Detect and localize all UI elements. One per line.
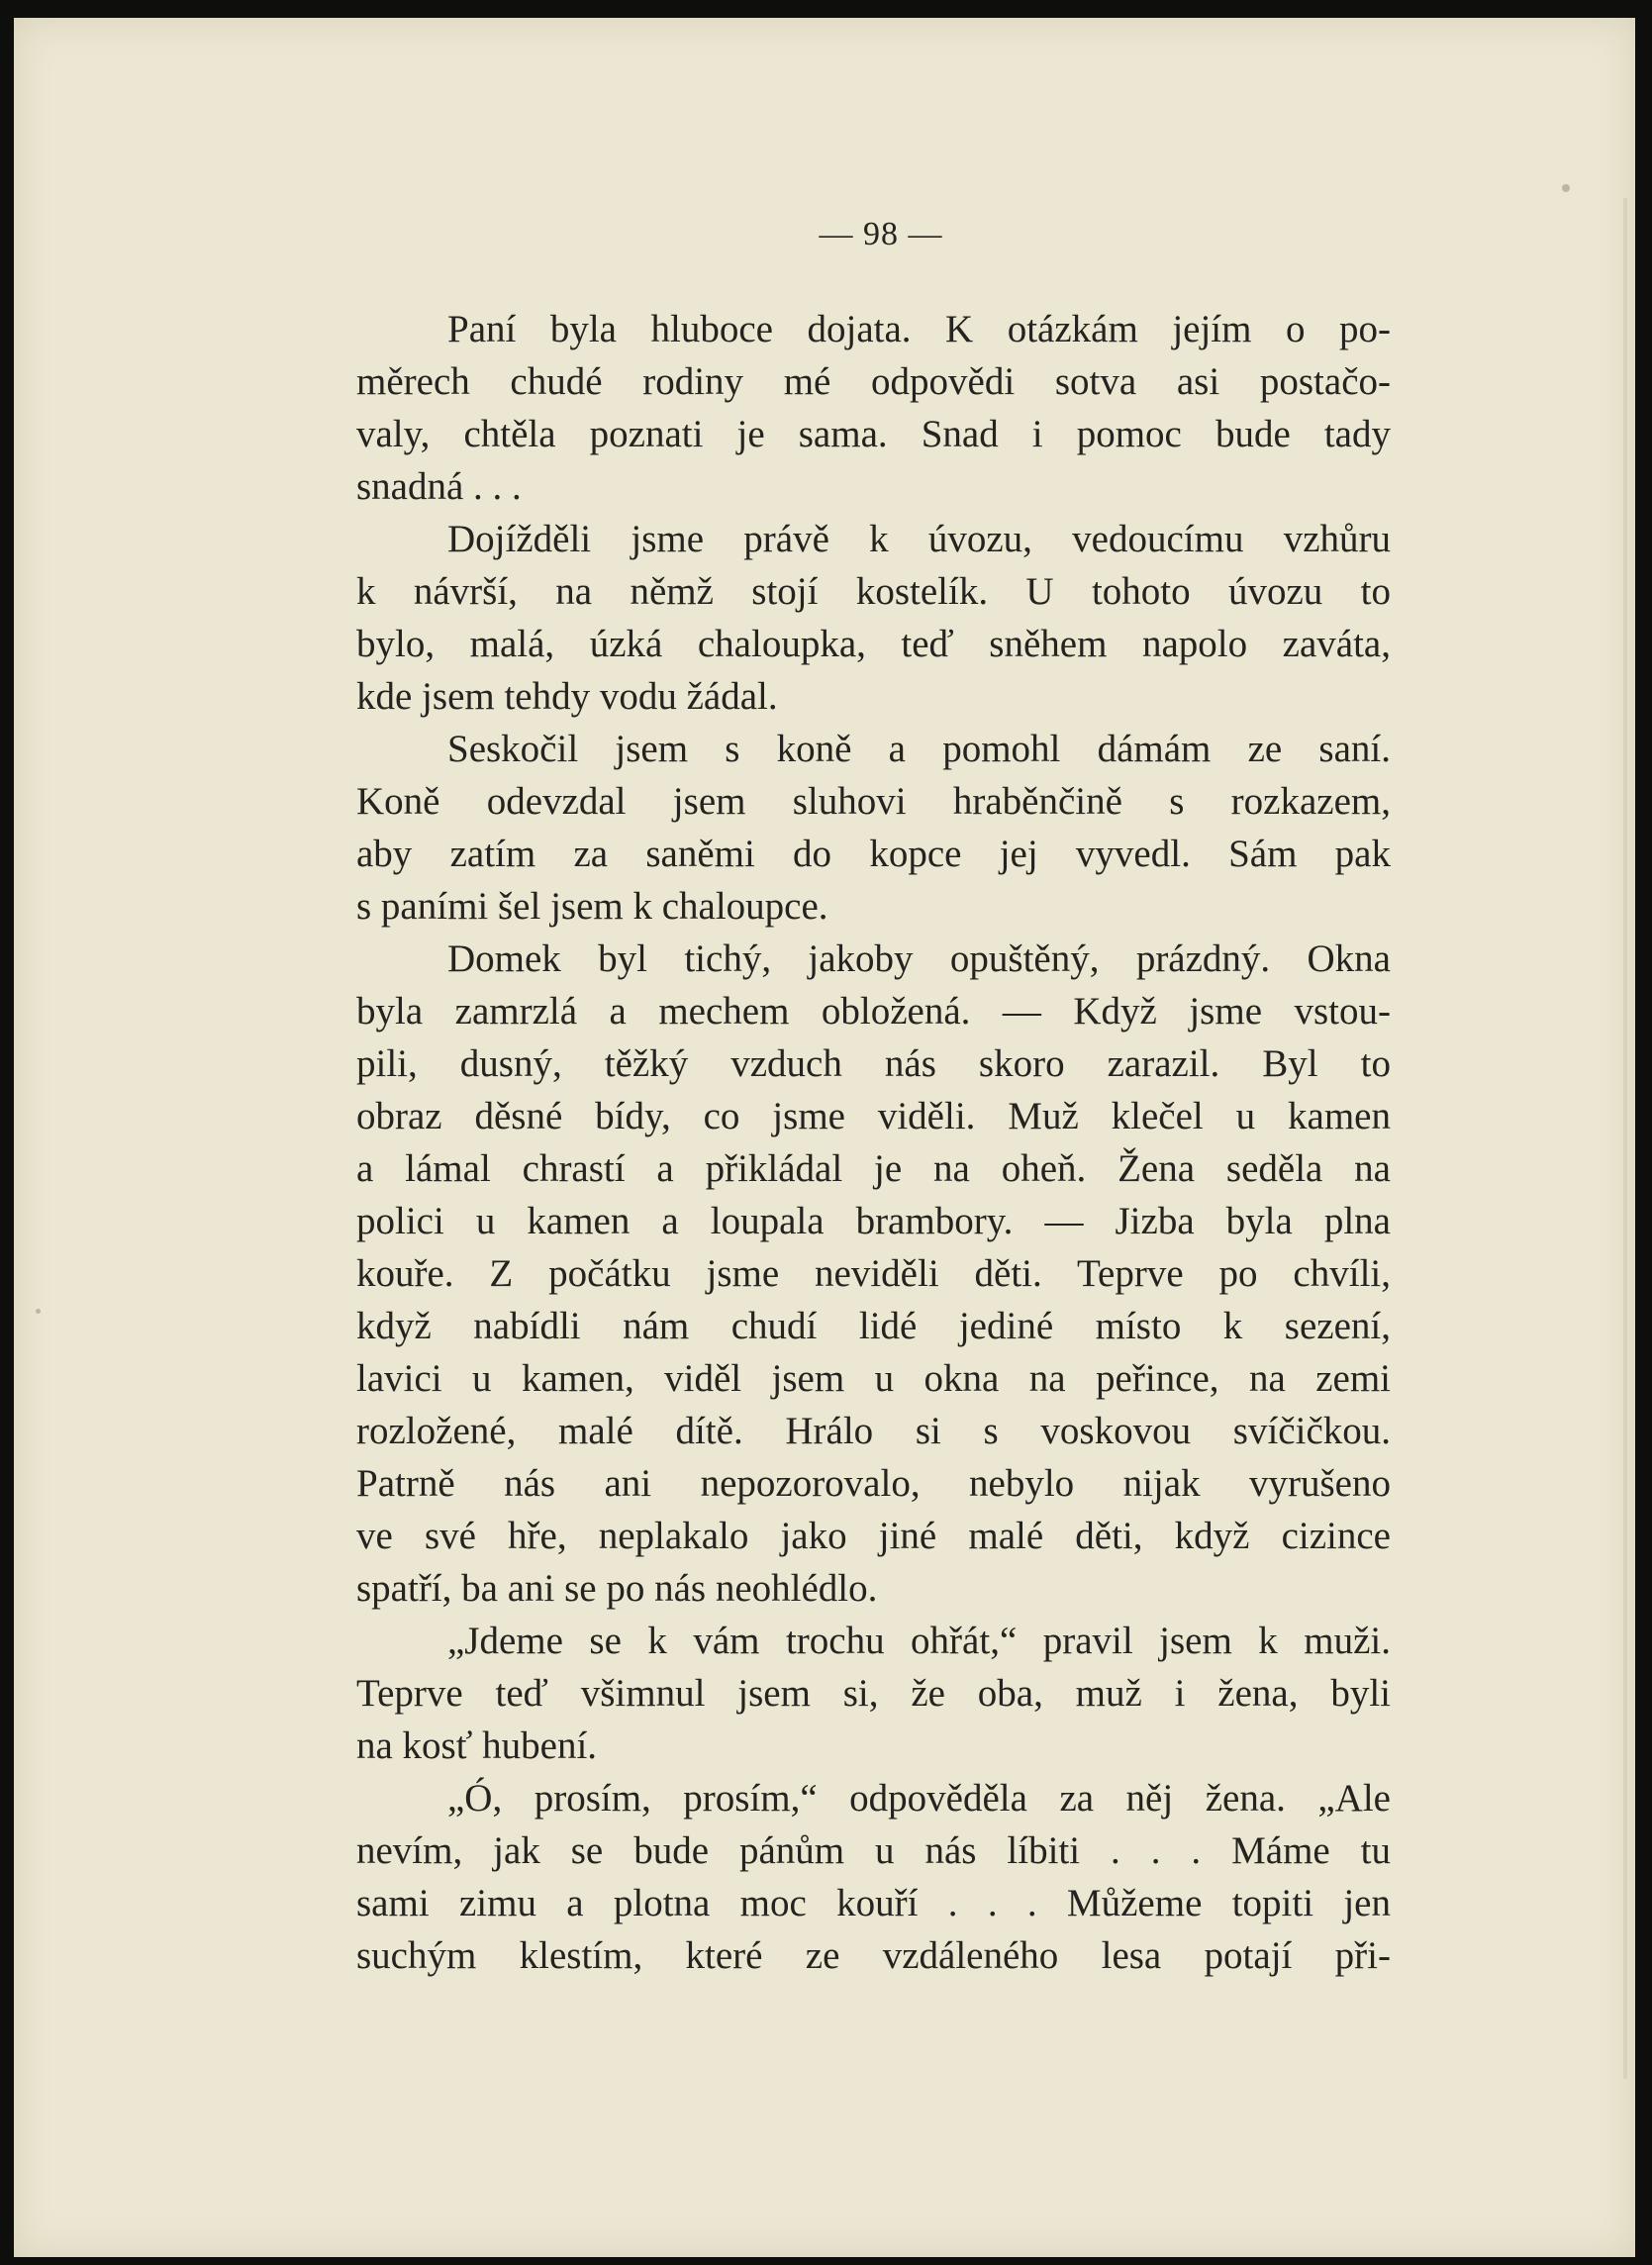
page-edge-shadow <box>1623 198 1627 2079</box>
text-line: suchým klestím, které ze vzdáleného lesa potají při- <box>356 1934 1391 1977</box>
text-line: kde jsem tehdy vodu žádal. <box>356 675 778 718</box>
text-line: spatří, ba ani se po nás neohlédlo. <box>356 1567 878 1610</box>
text-line: s paními šel jsem k chaloupce. <box>356 885 828 928</box>
paper-speck <box>1562 184 1570 192</box>
text-line: Patrně nás ani nepozorovalo, nebylo nijak vyrušeno <box>356 1462 1391 1505</box>
text-line: polici u kamen a loupala brambory. — Jizba byla plna <box>356 1200 1391 1242</box>
text-line: Dojížděli jsme právě k úvozu, vedoucímu vzhůru <box>447 518 1391 560</box>
text-line: „Ó, prosím, prosím,“ odpověděla za něj žena. „Ale <box>447 1777 1391 1820</box>
text-line: valy, chtěla poznati je sama. Snad i pomoc bude tady <box>356 413 1391 455</box>
text-line: rozložené, malé dítě. Hrálo si s voskovou svíčičkou. <box>356 1410 1391 1452</box>
text-line: kouře. Z počátku jsme neviděli děti. Teprve po chvíli, <box>356 1252 1391 1295</box>
text-line: lavici u kamen, viděl jsem u okna na peřince, na zemi <box>356 1357 1391 1400</box>
text-line: Seskočil jsem s koně a pomohl dámám ze saní. <box>447 728 1391 770</box>
text-line: a lámal chrastí a přikládal je na oheň. Žena seděla na <box>356 1147 1391 1190</box>
text-line: obraz děsné bídy, co jsme viděli. Muž klečel u kamen <box>356 1095 1391 1137</box>
text-line: bylo, malá, úzká chaloupka, teď sněhem napolo zaváta, <box>356 623 1391 665</box>
body-text <box>356 303 1391 1982</box>
paragraph <box>356 933 1391 1615</box>
paragraph <box>356 723 1391 933</box>
text-line: „Jdeme se k vám trochu ohřát,“ pravil jsem k muži. <box>447 1620 1391 1662</box>
paragraph <box>356 1772 1391 1982</box>
text-line: Paní byla hluboce dojata. K otázkám jejím o po- <box>447 308 1391 350</box>
text-line: sami zimu a plotna moc kouří . . . Můžeme topiti jen <box>356 1882 1391 1924</box>
text-line: Teprve teď všimnul jsem si, že oba, muž i žena, byli <box>356 1672 1391 1715</box>
text-line: Koně odevzdal jsem sluhovi hraběnčině s rozkazem, <box>356 780 1391 823</box>
text-line: na kosť hubení. <box>356 1724 598 1767</box>
text-line: měrech chudé rodiny mé odpovědi sotva asi postačo- <box>356 360 1391 403</box>
paragraph <box>356 1615 1391 1772</box>
text-line: pili, dusný, těžký vzduch nás skoro zarazil. Byl to <box>356 1042 1391 1085</box>
text-line: nevím, jak se bude pánům u nás líbiti . . . Máme tu <box>356 1829 1391 1872</box>
text-line: byla zamrzlá a mechem obložená. — Když jsme vstou- <box>356 990 1391 1033</box>
paper-speck <box>36 1309 41 1314</box>
text-line: Domek byl tichý, jakoby opuštěný, prázdný. Okna <box>447 937 1391 980</box>
text-line: k návrší, na němž stojí kostelík. U tohoto úvozu to <box>356 570 1391 613</box>
text-line: aby zatím za saněmi do kopce jej vyvedl. Sám pak <box>356 833 1391 875</box>
text-line: snadná . . . <box>356 465 522 508</box>
text-line: když nabídli nám chudí lidé jediné místo k sezení, <box>356 1305 1391 1347</box>
page-number: — 98 — <box>819 216 943 252</box>
text-line: ve své hře, neplakalo jako jiné malé děti, když cizince <box>356 1515 1391 1557</box>
paragraph <box>356 513 1391 723</box>
paragraph <box>356 303 1391 513</box>
